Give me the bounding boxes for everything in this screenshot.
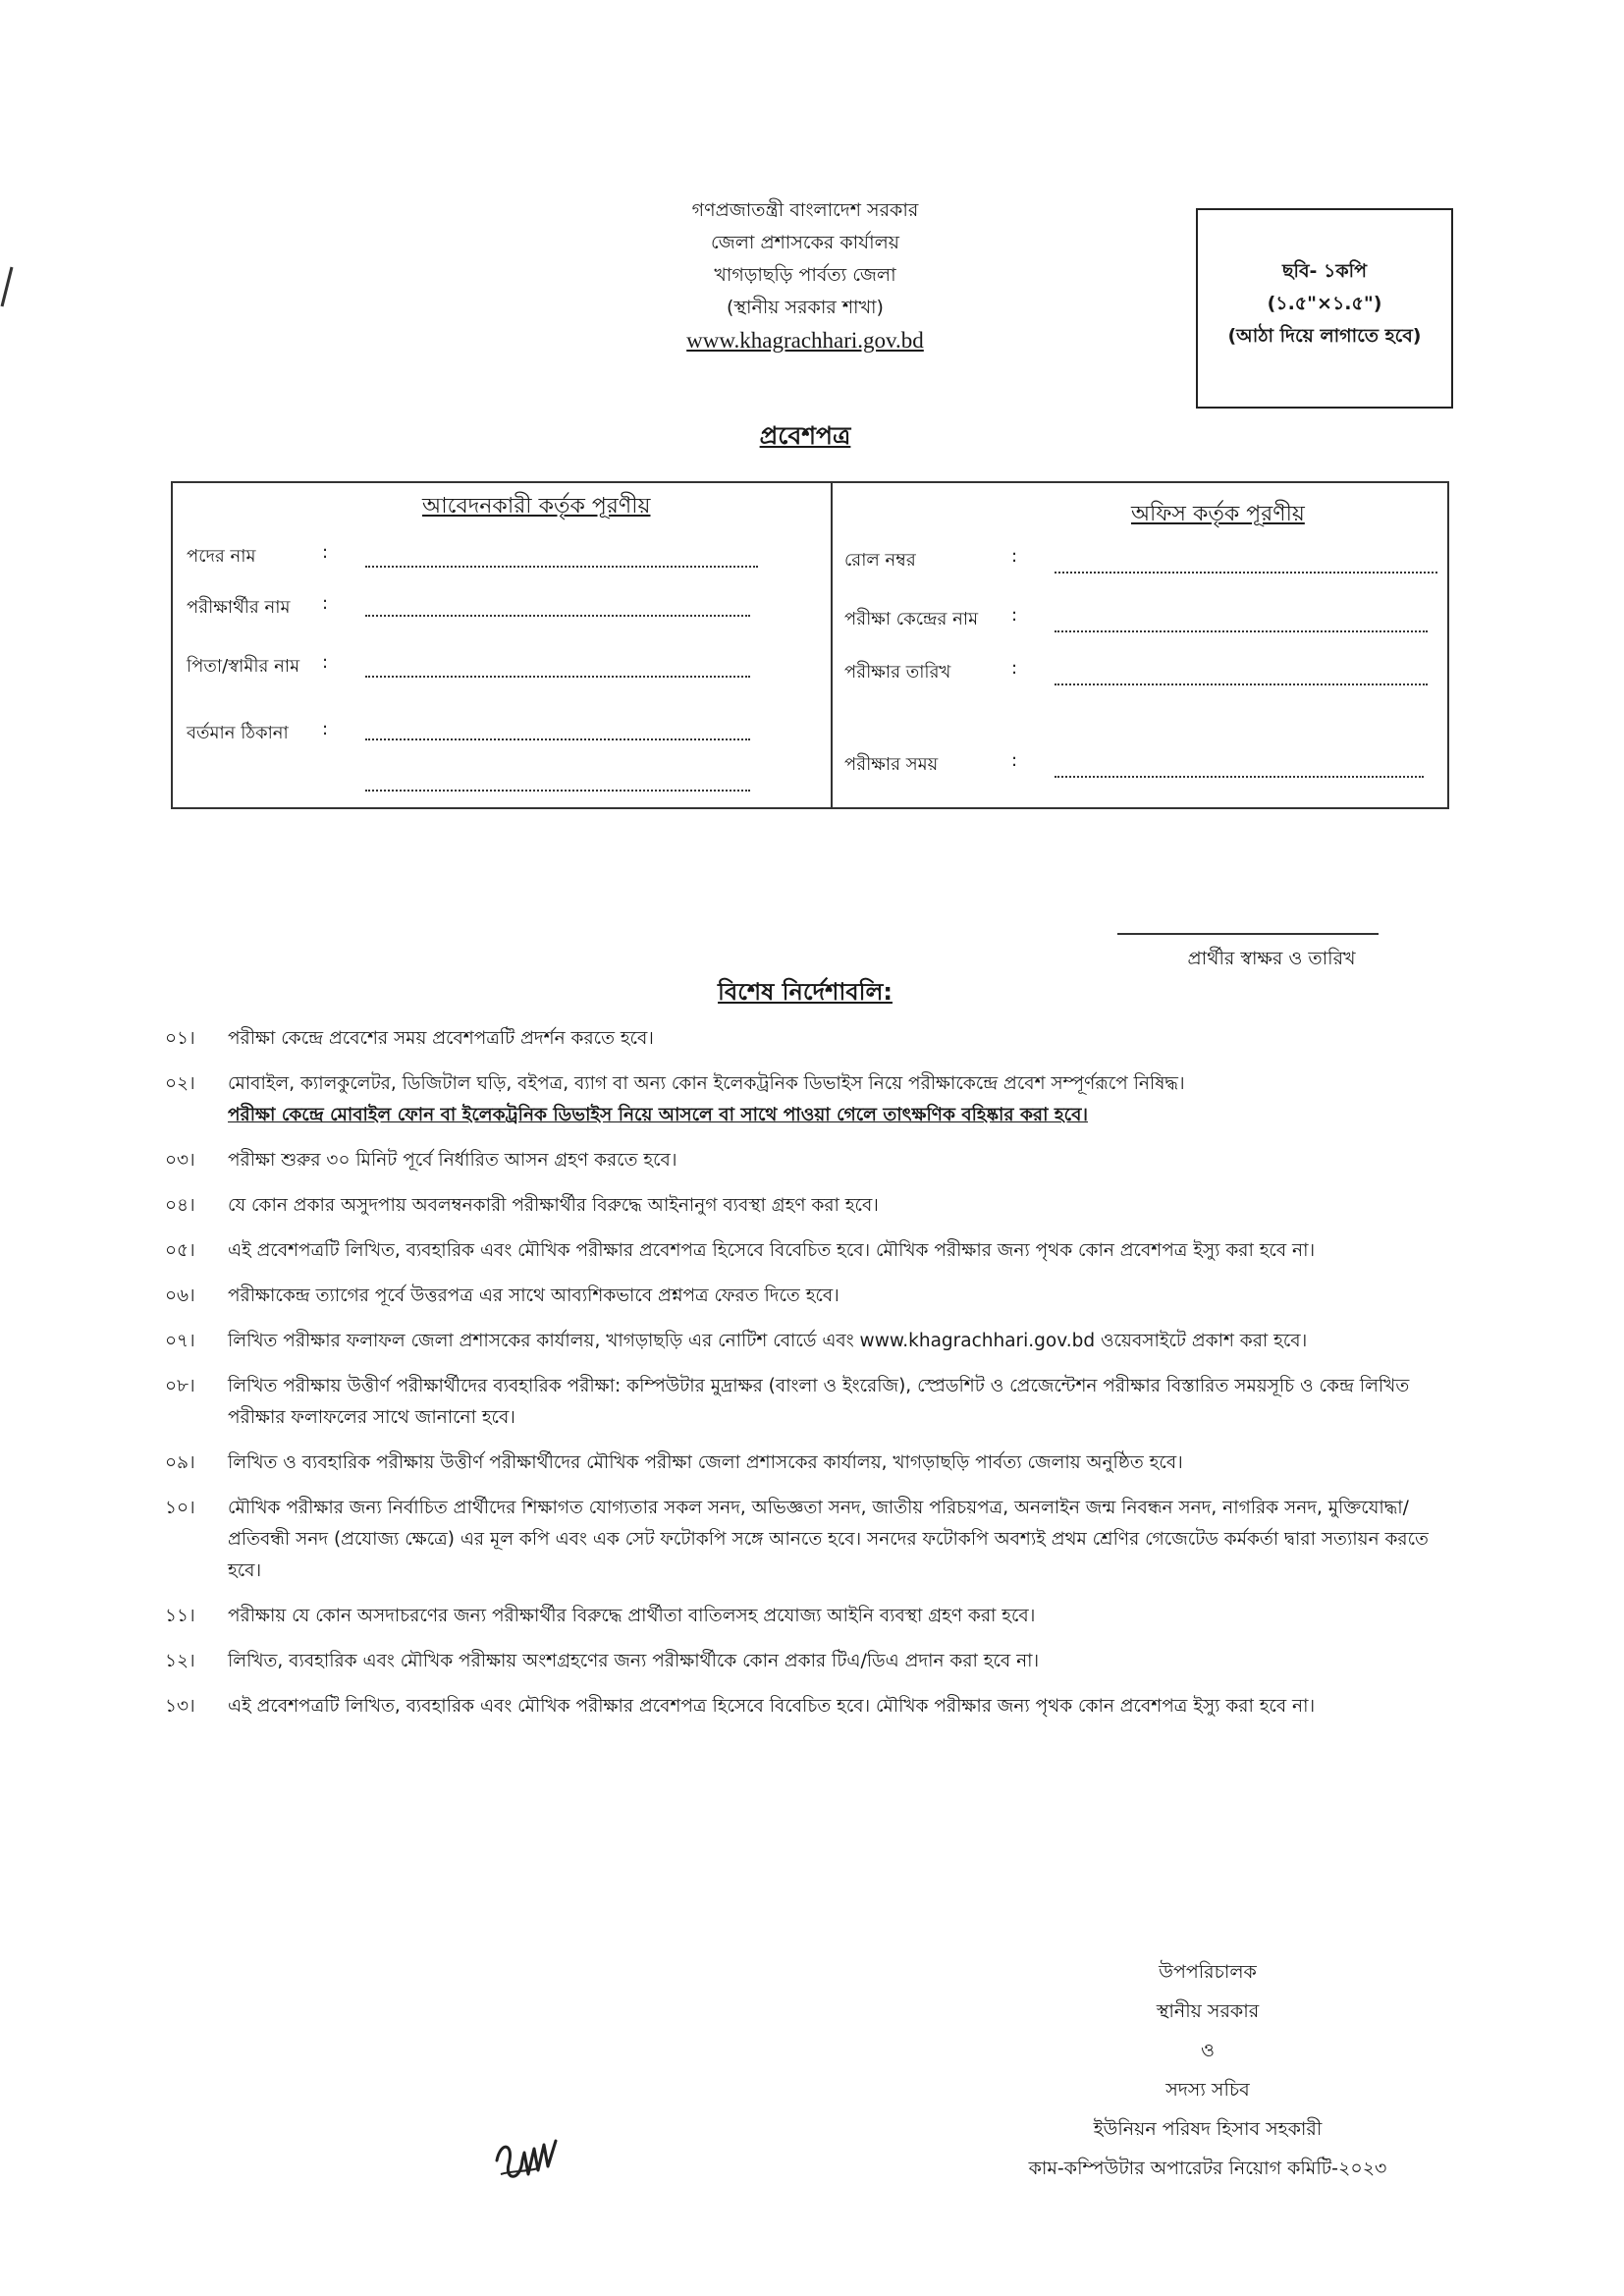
instruction-item	[165, 1601, 1441, 1632]
signoff-department: স্থানীয় সরকার	[1156, 2000, 1260, 2022]
field-label-post: পদের নাম	[187, 546, 256, 567]
field-colon: :	[1011, 546, 1018, 567]
instruction-text: মোবাইল, ক্যালকুলেটর, ডিজিটাল ঘড়ি, বইপত্র, ব্যাগ বা অন্য কোন ইলেকট্রনিক ডিভাইস নিয়ে পরীক্ষাকেন্দ্রে প্রবেশ সম্পূর্ণরূপে নিষিদ্ধ।	[228, 1073, 1185, 1094]
field-label-exam-date: পরীক্ষার তারিখ	[844, 662, 951, 683]
signoff-post-title: ইউনিয়ন পরিষদ হিসাব সহকারী	[1093, 2118, 1323, 2140]
candidate-signature-line	[1117, 933, 1379, 935]
header-govt: গণপ্রজাতন্ত্রী বাংলাদেশ সরকার	[691, 199, 919, 221]
photo-box	[1196, 208, 1453, 409]
field-input-exam-date[interactable]	[1055, 683, 1428, 685]
applicant-section-heading: আবেদনকারী কর্তৃক পূরণীয়	[422, 494, 651, 519]
instruction-text: এই প্রবেশপত্রটি লিখিত, ব্যবহারিক এবং মৌখিক পরীক্ষার প্রবেশপত্র হিসেবে বিবেচিত হবে। মৌখিক পরীক্ষার জন্য পৃথক কোন প্রবেশপত্র ইস্যু করা হবে না।	[228, 1696, 1316, 1717]
field-label-present-address: বর্তমান ঠিকানা	[187, 723, 289, 743]
field-input-candidate-name[interactable]	[365, 615, 750, 617]
header-office: জেলা প্রশাসকের কার্যালয়	[711, 232, 899, 253]
instruction-text: যে কোন প্রকার অসুদপায় অবলম্বনকারী পরীক্ষার্থীর বিরুদ্ধে আইনানুগ ব্যবস্থা গ্রহণ করা হবে।	[228, 1195, 879, 1216]
instruction-number: ০৪।	[165, 1195, 195, 1216]
signoff-block	[982, 1952, 1434, 2188]
field-label-roll-number: রোল নম্বর	[844, 550, 916, 571]
instruction-item	[165, 1326, 1441, 1357]
signoff-role: সদস্য সচিব	[1165, 2079, 1250, 2101]
instruction-item	[165, 1068, 1441, 1131]
signoff-committee: কাম-কম্পিউটার অপারেটর নিয়োগ কমিটি-২০২৩	[1028, 2158, 1387, 2179]
signoff-conjunction: ও	[1201, 2040, 1215, 2061]
field-input-present-address-line1[interactable]	[365, 738, 750, 740]
office-section-heading: অফিস কর্তৃক পূরণীয়	[1131, 502, 1305, 526]
field-input-exam-centre[interactable]	[1055, 630, 1428, 632]
instruction-number: ০১।	[165, 1028, 195, 1049]
field-label-father-husband-name: পিতা/স্বামীর নাম	[187, 656, 300, 677]
field-label-candidate-name: পরীক্ষার্থীর নাম	[187, 597, 291, 618]
instruction-number: ০৫।	[165, 1240, 195, 1261]
handwritten-initials	[491, 2131, 569, 2190]
instruction-number: ১০।	[165, 1498, 195, 1518]
field-input-father-husband-name[interactable]	[365, 676, 750, 678]
field-colon: :	[1011, 658, 1018, 679]
signoff-designation: উপপরিচালক	[1159, 1961, 1257, 1983]
instruction-item	[165, 1448, 1441, 1479]
instruction-number: ১৩।	[165, 1696, 195, 1717]
instruction-text: পরীক্ষাকেন্দ্র ত্যাগের পূর্বে উত্তরপত্র এর সাথে আব্যশিকভাবে প্রশ্নপত্র ফেরত দিতে হবে।	[228, 1285, 839, 1306]
instruction-text: মৌখিক পরীক্ষার জন্য নির্বাচিত প্রার্থীদের শিক্ষাগত যোগ্যতার সকল সনদ, অভিজ্ঞতা সনদ, জাতীয় পরিচয়পত্র, অনলাইন জন্ম নিবন্ধন সনদ, নাগরিক সনদ, মুক্তিযোদ্ধা/প্রতিবন্ধী সনদ (প্রযোজ্য ক্ষেত্রে) এর মূল কপি এবং এক সেট ফটোকপি সঙ্গে আনতে হবে। সনদের ফটোকপি অবশ্যই প্রথম শ্রেণির গেজেটেড কর্মকর্তা দ্বারা সত্যায়ন করতে হবে।	[228, 1498, 1429, 1581]
field-colon: :	[322, 652, 329, 673]
instruction-item	[165, 1235, 1441, 1267]
instruction-item	[165, 1493, 1441, 1587]
instruction-number: ১২।	[165, 1651, 195, 1671]
photo-box-line2: (১.৫"×১.৫")	[1267, 293, 1382, 314]
instruction-text: লিখিত পরীক্ষায় উত্তীর্ণ পরীক্ষার্থীদের ব্যবহারিক পরীক্ষা: কম্পিউটার মুদ্রাক্ষর (বাংলা ও ইংরেজি), স্প্রেডশিট ও প্রেজেন্টেশন পরীক্ষার বিস্তারিত সময়সূচি ও কেন্দ্র লিখিত পরীক্ষার ফলাফলের সাথে জানানো হবে।	[228, 1376, 1410, 1428]
instruction-number: ০৯।	[165, 1452, 195, 1473]
instruction-item	[165, 1023, 1441, 1055]
photo-box-line3: (আঠা দিয়ে লাগাতে হবে)	[1227, 325, 1422, 347]
document-title: প্রবেশপত্র	[759, 421, 851, 450]
field-colon: :	[1011, 605, 1018, 626]
instruction-emphasis-warning: পরীক্ষা কেন্দ্রে মোবাইল ফোন বা ইলেকট্রনিক ডিভাইস নিয়ে আসলে বা সাথে পাওয়া গেলে তাৎক্ষণিক বহিষ্কার করা হবে।	[228, 1105, 1088, 1125]
instruction-number: ০৮।	[165, 1376, 195, 1396]
admit-form-box	[171, 481, 1449, 809]
instruction-text: পরীক্ষা শুরুর ৩০ মিনিট পূর্বে নির্ধারিত আসন গ্রহণ করতে হবে।	[228, 1150, 677, 1171]
instruction-text: লিখিত ও ব্যবহারিক পরীক্ষায় উত্তীর্ণ পরীক্ষার্থীদের মৌখিক পরীক্ষা জেলা প্রশাসকের কার্যালয়, খাগড়াছড়ি পার্বত্য জেলায় অনুষ্ঠিত হবে।	[228, 1452, 1183, 1473]
margin-mark	[0, 265, 14, 308]
instruction-number: ০২।	[165, 1073, 195, 1094]
document-header	[550, 194, 1060, 356]
instruction-item	[165, 1281, 1441, 1312]
instruction-number: ০৭।	[165, 1331, 195, 1351]
instruction-item	[165, 1371, 1441, 1434]
instruction-text: পরীক্ষায় যে কোন অসদাচরণের জন্য পরীক্ষার্থীর বিরুদ্ধে প্রার্থীতা বাতিলসহ প্রযোজ্য আইনি ব্যবস্থা গ্রহণ করা হবে।	[228, 1606, 1036, 1626]
instruction-item	[165, 1145, 1441, 1176]
field-input-roll-number[interactable]	[1055, 572, 1437, 574]
instruction-item	[165, 1190, 1441, 1222]
form-divider	[831, 483, 833, 807]
field-colon: :	[1011, 750, 1018, 771]
instructions-list	[165, 1023, 1441, 1736]
instruction-item	[165, 1691, 1441, 1722]
instruction-text: পরীক্ষা কেন্দ্রে প্রবেশের সময় প্রবেশপত্রটি প্রদর্শন করতে হবে।	[228, 1028, 654, 1049]
header-website-link[interactable]: www.khagrachhari.gov.bd	[686, 328, 924, 353]
instructions-title: বিশেষ নির্দেশাবলি:	[718, 978, 893, 1006]
instruction-text: লিখিত পরীক্ষার ফলাফল জেলা প্রশাসকের কার্যালয়, খাগড়াছড়ি এর নোটিশ বোর্ডে এবং www.khagrachhari.gov.bd ওয়েবসাইটে প্রকাশ করা হবে।	[228, 1331, 1308, 1351]
instruction-number: ০৩।	[165, 1150, 195, 1171]
instruction-text: লিখিত, ব্যবহারিক এবং মৌখিক পরীক্ষায় অংশগ্রহণের জন্য পরীক্ষার্থীকে কোন প্রকার টিএ/ডিএ প্রদান করা হবে না।	[228, 1651, 1040, 1671]
photo-box-line1: ছবি- ১কপি	[1282, 260, 1367, 282]
field-input-post[interactable]	[365, 566, 758, 568]
header-district: খাগড়াছড়ি পার্বত্য জেলা	[714, 264, 896, 286]
instruction-text: এই প্রবেশপত্রটি লিখিত, ব্যবহারিক এবং মৌখিক পরীক্ষার প্রবেশপত্র হিসেবে বিবেচিত হবে। মৌখিক পরীক্ষার জন্য পৃথক কোন প্রবেশপত্র ইস্যু করা হবে না।	[228, 1240, 1316, 1261]
field-label-exam-centre: পরীক্ষা কেন্দ্রের নাম	[844, 609, 979, 629]
field-colon: :	[322, 593, 329, 614]
instruction-number: ১১।	[165, 1606, 195, 1626]
instruction-item	[165, 1646, 1441, 1677]
instruction-number: ০৬।	[165, 1285, 195, 1306]
field-input-exam-time[interactable]	[1055, 776, 1424, 778]
field-colon: :	[322, 542, 329, 563]
header-branch: (স্থানীয় সরকার শাখা)	[727, 297, 884, 318]
field-colon: :	[322, 719, 329, 739]
candidate-signature-label: প্রার্থীর স্বাক্ষর ও তারিখ	[1187, 948, 1356, 969]
field-input-present-address-line2[interactable]	[365, 790, 750, 792]
field-label-exam-time: পরীক্ষার সময়	[844, 754, 939, 775]
